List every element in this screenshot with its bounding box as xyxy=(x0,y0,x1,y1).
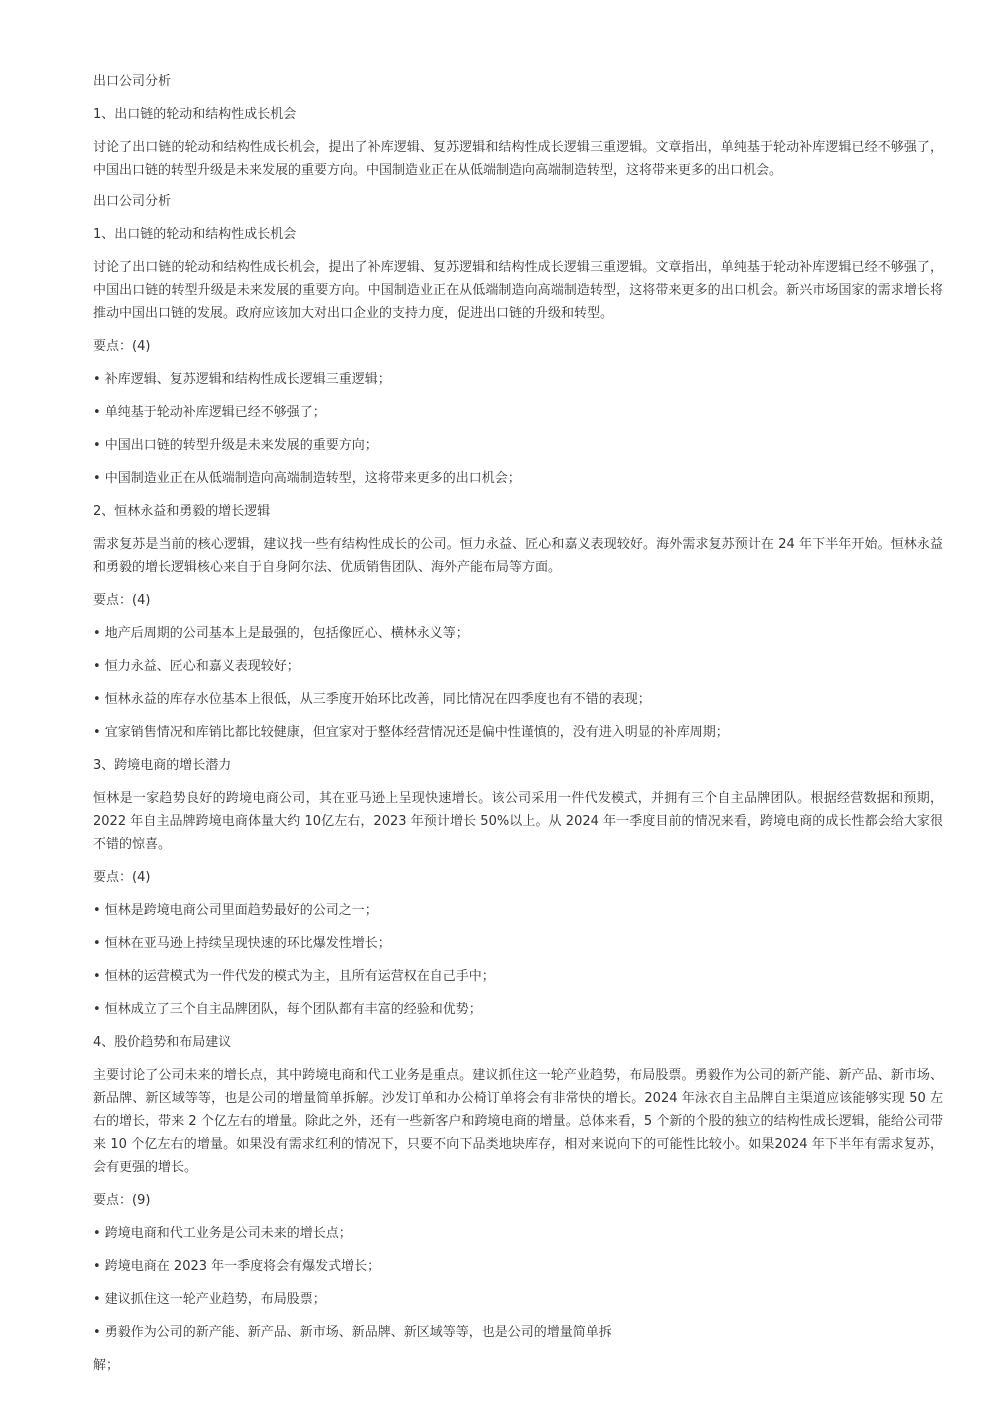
points-label: 要点：(4) xyxy=(93,593,151,608)
section-paragraph: 主要讨论了公司未来的增长点，其中跨境电商和代工业务是重点。建议抓住这一轮产业趋势，布局股票。勇毅作为公司的新产能、新产品、新市场、新品牌、新区域等等，也是公司的增量简单拆解。沙发订单和办公椅订单将会有非常快的增长。2024 年泳衣自主品牌自主渠道应该能够实现 50 左右的增长，带来 2 个亿左右的增量。除此之外，还有一些新客户和跨境电商的增量。总体来看，5 个新的个股的独立的结构性成长逻辑，能给公司带来 10 个亿左右的增量。如果没有需求红利的情况下，只要不向下品类地块库存，相对来说向下的可能性比较小。如果2024 年下半年有需求复苏，会有更强的增长。 xyxy=(93,1068,943,1175)
intro-title: 出口公司分析 xyxy=(93,74,172,89)
bullet-point: • 恒林成立了三个自主品牌团队，每个团队都有丰富的经验和优势； xyxy=(93,1002,482,1017)
section-heading: 3、跨境电商的增长潜力 xyxy=(93,758,232,773)
bullet-point: • 恒林是跨境电商公司里面趋势最好的公司之一； xyxy=(93,903,378,918)
bullet-point-continuation: 解； xyxy=(93,1358,120,1373)
section-paragraph: 需求复苏是当前的核心逻辑，建议找一些有结构性成长的公司。恒力永益、匠心和嘉义表现较好。海外需求复苏预计在 24 年下半年开始。恒林永益和勇毅的增长逻辑核心来自于自身阿尔法、优质销售团队、海外产能布局等方面。 xyxy=(93,537,943,575)
bullet-point: • 中国出口链的转型升级是未来发展的重要方向； xyxy=(93,438,378,453)
intro-title: 出口公司分析 xyxy=(93,194,172,209)
section-heading: 1、出口链的轮动和结构性成长机会 xyxy=(93,227,297,242)
bullet-point: • 补库逻辑、复苏逻辑和结构性成长逻辑三重逻辑； xyxy=(93,372,391,387)
bullet-point: • 勇毅作为公司的新产能、新产品、新市场、新品牌、新区域等等，也是公司的增量简单拆 xyxy=(93,1325,612,1340)
bullet-point: • 恒林永益的库存水位基本上很低，从三季度开始环比改善，同比情况在四季度也有不错的表现； xyxy=(93,692,651,707)
bullet-point: • 中国制造业正在从低端制造向高端制造转型，这将带来更多的出口机会； xyxy=(93,471,521,486)
bullet-point: • 建议抓住这一轮产业趋势，布局股票； xyxy=(93,1292,326,1307)
section-heading: 2、恒林永益和勇毅的增长逻辑 xyxy=(93,504,271,519)
points-label: 要点：(4) xyxy=(93,870,151,885)
bullet-point: • 恒林在亚马逊上持续呈现快速的环比爆发性增长； xyxy=(93,936,391,951)
bullet-point: • 恒力永益、匠心和嘉义表现较好； xyxy=(93,659,300,674)
section-paragraph: 讨论了出口链的轮动和结构性成长机会，提出了补库逻辑、复苏逻辑和结构性成长逻辑三重逻辑。文章指出，单纯基于轮动补库逻辑已经不够强了，中国出口链的转型升级是未来发展的重要方向。中国制造业正在从低端制造向高端制造转型，这将带来更多的出口机会。 xyxy=(93,140,943,178)
bullet-point: • 跨境电商和代工业务是公司未来的增长点； xyxy=(93,1226,352,1241)
bullet-point: • 跨境电商在 2023 年一季度将会有爆发式增长； xyxy=(93,1259,381,1274)
section-heading: 4、股价趋势和布局建议 xyxy=(93,1035,232,1050)
section-paragraph: 讨论了出口链的轮动和结构性成长机会，提出了补库逻辑、复苏逻辑和结构性成长逻辑三重逻辑。文章指出，单纯基于轮动补库逻辑已经不够强了，中国出口链的转型升级是未来发展的重要方向。中国制造业正在从低端制造向高端制造转型，这将带来更多的出口机会。新兴市场国家的需求增长将推动中国出口链的发展。政府应该加大对出口企业的支持力度，促进出口链的升级和转型。 xyxy=(93,260,943,321)
points-label: 要点：(9) xyxy=(93,1193,151,1208)
bullet-point: • 地产后周期的公司基本上是最强的，包括像匠心、横林永义等； xyxy=(93,626,469,641)
bullet-point: • 宜家销售情况和库销比都比较健康，但宜家对于整体经营情况还是偏中性谨慎的，没有进入明显的补库周期； xyxy=(93,725,729,740)
bullet-point: • 单纯基于轮动补库逻辑已经不够强了； xyxy=(93,405,326,420)
bullet-point: • 恒林的运营模式为一件代发的模式为主，且所有运营权在自己手中； xyxy=(93,969,495,984)
section-paragraph: 恒林是一家趋势良好的跨境电商公司，其在亚马逊上呈现快速增长。该公司采用一件代发模式，并拥有三个自主品牌团队。根据经营数据和预期，2022 年自主品牌跨境电商体量大约 10亿左右，2023 年预计增长 50%以上。从 2024 年一季度目前的情况来看，跨境电商的成长性都会给大家很不错的惊喜。 xyxy=(93,791,943,852)
points-label: 要点：(4) xyxy=(93,339,151,354)
section-heading: 1、出口链的轮动和结构性成长机会 xyxy=(93,107,297,122)
